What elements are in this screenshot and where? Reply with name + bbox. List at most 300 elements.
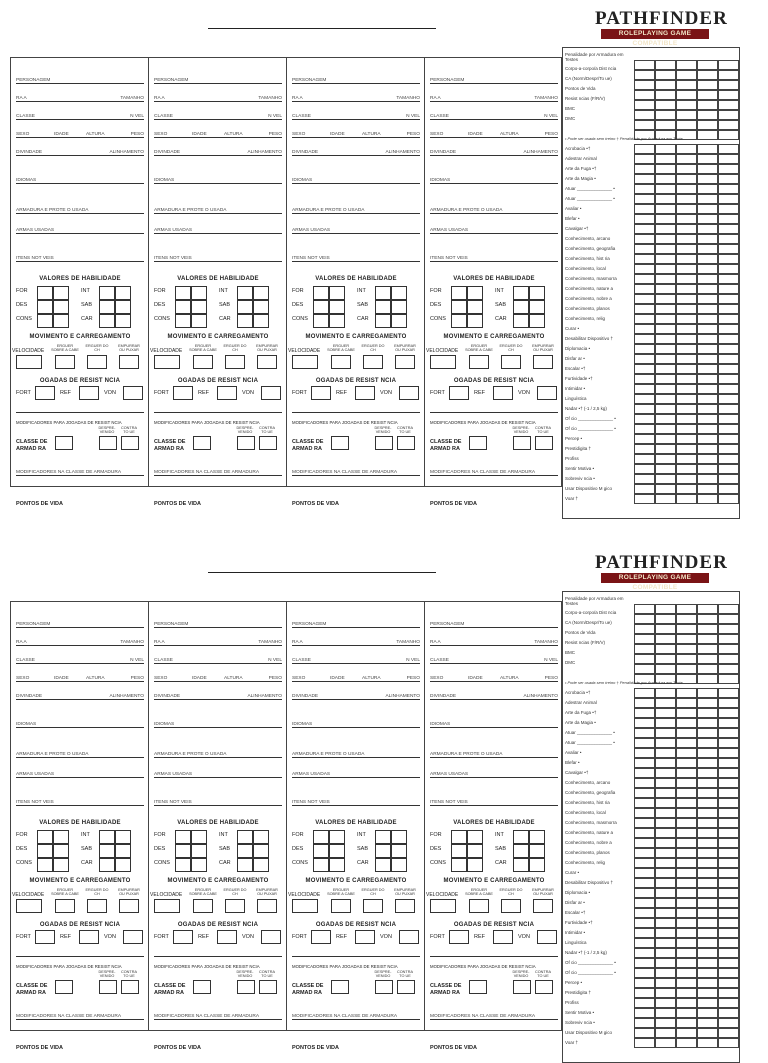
skill-cell[interactable] — [676, 708, 697, 718]
skill-cell[interactable] — [676, 364, 697, 374]
skill-cell[interactable] — [655, 998, 676, 1008]
skill-cell[interactable] — [655, 868, 676, 878]
skill-cell[interactable] — [634, 474, 655, 484]
skill-cell[interactable] — [718, 224, 739, 234]
skill-cell[interactable] — [676, 1038, 697, 1048]
skill-cell[interactable] — [634, 688, 655, 698]
class-field[interactable] — [16, 648, 144, 664]
weapons-field[interactable] — [16, 762, 144, 778]
skill-cell[interactable] — [634, 204, 655, 214]
stat-cell[interactable] — [697, 60, 718, 70]
skill-cell[interactable] — [697, 948, 718, 958]
skill-cell[interactable] — [634, 354, 655, 364]
skill-cell[interactable] — [718, 394, 739, 404]
skill-cell[interactable] — [697, 344, 718, 354]
stat-cell[interactable] — [718, 634, 739, 644]
deity-field[interactable] — [292, 140, 420, 156]
ability-mod-box[interactable] — [115, 314, 131, 328]
ac-mods-field[interactable] — [292, 1004, 420, 1020]
skill-cell[interactable] — [697, 294, 718, 304]
ability-mod-box[interactable] — [115, 858, 131, 872]
skill-cell[interactable] — [697, 988, 718, 998]
race-field[interactable] — [154, 86, 282, 102]
ac-box[interactable] — [259, 980, 277, 994]
personagem-field[interactable] — [430, 68, 558, 84]
skill-cell[interactable] — [676, 224, 697, 234]
skill-cell[interactable] — [676, 748, 697, 758]
stat-cell[interactable] — [634, 614, 655, 624]
skill-cell[interactable] — [655, 384, 676, 394]
physical-field[interactable] — [430, 666, 558, 682]
skill-cell[interactable] — [655, 818, 676, 828]
save-notes-line[interactable] — [154, 397, 282, 413]
skill-cell[interactable] — [655, 214, 676, 224]
skill-cell[interactable] — [655, 364, 676, 374]
class-field[interactable] — [430, 104, 558, 120]
skill-cell[interactable] — [697, 998, 718, 1008]
ability-score-box[interactable] — [37, 858, 53, 872]
skill-cell[interactable] — [697, 464, 718, 474]
ability-score-box[interactable] — [175, 286, 191, 300]
skill-cell[interactable] — [634, 858, 655, 868]
stat-cell[interactable] — [634, 644, 655, 654]
skill-cell[interactable] — [655, 798, 676, 808]
skill-cell[interactable] — [634, 748, 655, 758]
skill-cell[interactable] — [655, 354, 676, 364]
skill-cell[interactable] — [697, 194, 718, 204]
skill-cell[interactable] — [697, 304, 718, 314]
ability-mod-box[interactable] — [53, 314, 69, 328]
stat-cell[interactable] — [634, 604, 655, 614]
stat-cell[interactable] — [718, 80, 739, 90]
ability-mod-box[interactable] — [191, 844, 207, 858]
skill-cell[interactable] — [697, 688, 718, 698]
skill-cell[interactable] — [697, 394, 718, 404]
stat-cell[interactable] — [655, 614, 676, 624]
skill-cell[interactable] — [655, 768, 676, 778]
carry-box[interactable] — [257, 899, 277, 913]
ac-box[interactable] — [237, 436, 255, 450]
race-field[interactable] — [292, 630, 420, 646]
ability-mod-box[interactable] — [191, 314, 207, 328]
ability-mod-box[interactable] — [529, 300, 545, 314]
skill-cell[interactable] — [655, 264, 676, 274]
skill-cell[interactable] — [655, 828, 676, 838]
skill-cell[interactable] — [676, 194, 697, 204]
carry-box[interactable] — [225, 355, 245, 369]
skill-cell[interactable] — [634, 454, 655, 464]
ac-box[interactable] — [331, 436, 349, 450]
ability-score-box[interactable] — [313, 286, 329, 300]
physical-field[interactable] — [16, 122, 144, 138]
skill-cell[interactable] — [676, 264, 697, 274]
skill-cell[interactable] — [676, 474, 697, 484]
skill-cell[interactable] — [655, 224, 676, 234]
skill-cell[interactable] — [718, 948, 739, 958]
skill-cell[interactable] — [718, 718, 739, 728]
stat-cell[interactable] — [655, 120, 676, 130]
skill-cell[interactable] — [634, 758, 655, 768]
stat-cell[interactable] — [718, 604, 739, 614]
skill-cell[interactable] — [634, 838, 655, 848]
stat-cell[interactable] — [697, 624, 718, 634]
skill-cell[interactable] — [676, 958, 697, 968]
skill-cell[interactable] — [634, 344, 655, 354]
skill-cell[interactable] — [655, 204, 676, 214]
skill-cell[interactable] — [676, 818, 697, 828]
skill-cell[interactable] — [655, 878, 676, 888]
skill-cell[interactable] — [676, 294, 697, 304]
skill-cell[interactable] — [718, 164, 739, 174]
stat-cell[interactable] — [655, 60, 676, 70]
personagem-field[interactable] — [16, 68, 144, 84]
skill-cell[interactable] — [655, 414, 676, 424]
skill-cell[interactable] — [634, 788, 655, 798]
ac-box[interactable] — [121, 980, 139, 994]
skill-cell[interactable] — [697, 414, 718, 424]
skill-cell[interactable] — [697, 1008, 718, 1018]
deity-field[interactable] — [154, 684, 282, 700]
skill-cell[interactable] — [697, 164, 718, 174]
languages-field[interactable] — [154, 712, 282, 728]
weapons-field[interactable] — [154, 218, 282, 234]
skill-cell[interactable] — [718, 848, 739, 858]
stat-cell[interactable] — [655, 644, 676, 654]
skill-cell[interactable] — [718, 484, 739, 494]
ability-score-box[interactable] — [313, 830, 329, 844]
skill-cell[interactable] — [697, 384, 718, 394]
ability-mod-box[interactable] — [529, 314, 545, 328]
ac-box[interactable] — [237, 980, 255, 994]
skill-cell[interactable] — [634, 244, 655, 254]
skill-cell[interactable] — [697, 968, 718, 978]
save-notes-line[interactable] — [430, 941, 558, 957]
ac-box[interactable] — [469, 980, 487, 994]
skill-cell[interactable] — [718, 708, 739, 718]
skill-cell[interactable] — [718, 728, 739, 738]
skill-cell[interactable] — [718, 1008, 739, 1018]
skill-cell[interactable] — [718, 758, 739, 768]
skill-cell[interactable] — [697, 798, 718, 808]
ability-score-box[interactable] — [237, 830, 253, 844]
ability-mod-box[interactable] — [391, 830, 407, 844]
stat-cell[interactable] — [676, 100, 697, 110]
ability-score-box[interactable] — [99, 858, 115, 872]
ability-mod-box[interactable] — [391, 844, 407, 858]
ac-box[interactable] — [375, 980, 393, 994]
skill-cell[interactable] — [634, 494, 655, 504]
stat-cell[interactable] — [655, 624, 676, 634]
stat-cell[interactable] — [676, 70, 697, 80]
ability-score-box[interactable] — [451, 858, 467, 872]
skill-cell[interactable] — [655, 728, 676, 738]
skill-cell[interactable] — [697, 284, 718, 294]
stat-cell[interactable] — [697, 130, 718, 140]
skill-cell[interactable] — [697, 958, 718, 968]
skill-cell[interactable] — [697, 718, 718, 728]
skill-cell[interactable] — [697, 848, 718, 858]
ability-mod-box[interactable] — [391, 314, 407, 328]
ac-mods-field[interactable] — [430, 460, 558, 476]
skill-cell[interactable] — [718, 968, 739, 978]
skill-cell[interactable] — [676, 204, 697, 214]
skill-cell[interactable] — [697, 808, 718, 818]
skill-cell[interactable] — [634, 728, 655, 738]
skill-cell[interactable] — [697, 768, 718, 778]
carry-box[interactable] — [395, 899, 415, 913]
ability-mod-box[interactable] — [191, 858, 207, 872]
speed-box[interactable] — [430, 355, 456, 369]
ability-score-box[interactable] — [175, 830, 191, 844]
skill-cell[interactable] — [634, 144, 655, 154]
skill-cell[interactable] — [634, 424, 655, 434]
skill-cell[interactable] — [718, 1028, 739, 1038]
items-field[interactable] — [292, 246, 420, 262]
ability-mod-box[interactable] — [191, 830, 207, 844]
stat-cell[interactable] — [718, 90, 739, 100]
skill-cell[interactable] — [676, 688, 697, 698]
ability-score-box[interactable] — [375, 286, 391, 300]
skill-cell[interactable] — [718, 354, 739, 364]
stat-cell[interactable] — [634, 634, 655, 644]
skill-cell[interactable] — [697, 224, 718, 234]
skill-cell[interactable] — [697, 374, 718, 384]
physical-field[interactable] — [154, 122, 282, 138]
skill-cell[interactable] — [676, 454, 697, 464]
languages-field[interactable] — [430, 168, 558, 184]
stat-cell[interactable] — [655, 100, 676, 110]
skill-cell[interactable] — [718, 958, 739, 968]
items-field[interactable] — [430, 790, 558, 806]
ability-score-box[interactable] — [451, 286, 467, 300]
stat-cell[interactable] — [718, 110, 739, 120]
skill-cell[interactable] — [718, 364, 739, 374]
ac-mods-field[interactable] — [292, 460, 420, 476]
ability-mod-box[interactable] — [467, 286, 483, 300]
ability-mod-box[interactable] — [115, 844, 131, 858]
ac-box[interactable] — [535, 436, 553, 450]
skill-cell[interactable] — [676, 344, 697, 354]
speed-box[interactable] — [154, 899, 180, 913]
skill-cell[interactable] — [655, 848, 676, 858]
stat-cell[interactable] — [676, 624, 697, 634]
skill-cell[interactable] — [676, 988, 697, 998]
skill-cell[interactable] — [697, 828, 718, 838]
skill-cell[interactable] — [655, 938, 676, 948]
stat-cell[interactable] — [676, 664, 697, 674]
ability-score-box[interactable] — [237, 286, 253, 300]
carry-box[interactable] — [55, 899, 75, 913]
stat-cell[interactable] — [718, 120, 739, 130]
skill-cell[interactable] — [634, 464, 655, 474]
save-notes-line[interactable] — [16, 397, 144, 413]
skill-cell[interactable] — [676, 718, 697, 728]
skill-cell[interactable] — [634, 154, 655, 164]
skill-cell[interactable] — [697, 244, 718, 254]
stat-cell[interactable] — [697, 100, 718, 110]
skill-cell[interactable] — [718, 444, 739, 454]
ability-mod-box[interactable] — [253, 844, 269, 858]
skill-cell[interactable] — [697, 868, 718, 878]
skill-cell[interactable] — [676, 254, 697, 264]
skill-cell[interactable] — [634, 718, 655, 728]
skill-cell[interactable] — [634, 1018, 655, 1028]
skill-cell[interactable] — [655, 898, 676, 908]
items-field[interactable] — [154, 790, 282, 806]
ability-score-box[interactable] — [99, 830, 115, 844]
stat-cell[interactable] — [676, 634, 697, 644]
ability-score-box[interactable] — [513, 830, 529, 844]
skill-cell[interactable] — [634, 798, 655, 808]
skill-cell[interactable] — [718, 928, 739, 938]
race-field[interactable] — [430, 86, 558, 102]
weapons-field[interactable] — [430, 762, 558, 778]
skill-cell[interactable] — [676, 304, 697, 314]
skill-cell[interactable] — [676, 244, 697, 254]
skill-cell[interactable] — [634, 314, 655, 324]
stat-cell[interactable] — [676, 110, 697, 120]
skill-cell[interactable] — [697, 234, 718, 244]
skill-cell[interactable] — [655, 444, 676, 454]
personagem-field[interactable] — [430, 612, 558, 628]
ac-box[interactable] — [99, 436, 117, 450]
skill-cell[interactable] — [676, 434, 697, 444]
skill-cell[interactable] — [718, 474, 739, 484]
skill-cell[interactable] — [634, 828, 655, 838]
stat-cell[interactable] — [655, 80, 676, 90]
ability-mod-box[interactable] — [115, 300, 131, 314]
ac-box[interactable] — [331, 980, 349, 994]
skill-cell[interactable] — [634, 404, 655, 414]
skill-cell[interactable] — [655, 284, 676, 294]
stat-cell[interactable] — [634, 80, 655, 90]
ability-score-box[interactable] — [175, 314, 191, 328]
skill-cell[interactable] — [718, 788, 739, 798]
skill-cell[interactable] — [634, 274, 655, 284]
skill-cell[interactable] — [634, 214, 655, 224]
skill-cell[interactable] — [676, 948, 697, 958]
skill-cell[interactable] — [676, 144, 697, 154]
skill-cell[interactable] — [676, 918, 697, 928]
armor-field[interactable] — [292, 198, 420, 214]
skill-cell[interactable] — [676, 214, 697, 224]
ability-mod-box[interactable] — [467, 858, 483, 872]
skill-cell[interactable] — [634, 324, 655, 334]
skill-cell[interactable] — [655, 494, 676, 504]
skill-cell[interactable] — [718, 454, 739, 464]
skill-cell[interactable] — [676, 284, 697, 294]
stat-cell[interactable] — [697, 90, 718, 100]
skill-cell[interactable] — [634, 394, 655, 404]
skill-cell[interactable] — [655, 688, 676, 698]
skill-cell[interactable] — [676, 788, 697, 798]
skill-cell[interactable] — [697, 778, 718, 788]
skill-cell[interactable] — [634, 698, 655, 708]
ability-mod-box[interactable] — [53, 858, 69, 872]
speed-box[interactable] — [154, 355, 180, 369]
stat-cell[interactable] — [718, 60, 739, 70]
stat-cell[interactable] — [697, 604, 718, 614]
skill-cell[interactable] — [697, 738, 718, 748]
skill-cell[interactable] — [634, 374, 655, 384]
ability-mod-box[interactable] — [529, 858, 545, 872]
skill-cell[interactable] — [718, 808, 739, 818]
speed-box[interactable] — [430, 899, 456, 913]
skill-cell[interactable] — [718, 858, 739, 868]
skill-cell[interactable] — [676, 1018, 697, 1028]
weapons-field[interactable] — [16, 218, 144, 234]
stat-cell[interactable] — [697, 110, 718, 120]
ac-mods-field[interactable] — [16, 460, 144, 476]
skill-cell[interactable] — [676, 938, 697, 948]
skill-cell[interactable] — [718, 264, 739, 274]
armor-field[interactable] — [430, 742, 558, 758]
ability-score-box[interactable] — [451, 830, 467, 844]
skill-cell[interactable] — [655, 888, 676, 898]
armor-field[interactable] — [16, 198, 144, 214]
ability-mod-box[interactable] — [329, 300, 345, 314]
save-notes-line[interactable] — [16, 941, 144, 957]
skill-cell[interactable] — [634, 234, 655, 244]
skill-cell[interactable] — [676, 354, 697, 364]
ability-mod-box[interactable] — [115, 830, 131, 844]
skill-cell[interactable] — [718, 878, 739, 888]
skill-cell[interactable] — [676, 728, 697, 738]
class-field[interactable] — [430, 648, 558, 664]
languages-field[interactable] — [430, 712, 558, 728]
stat-cell[interactable] — [634, 100, 655, 110]
skill-cell[interactable] — [634, 1028, 655, 1038]
skill-cell[interactable] — [718, 174, 739, 184]
skill-cell[interactable] — [697, 1028, 718, 1038]
items-field[interactable] — [16, 790, 144, 806]
ability-mod-box[interactable] — [253, 300, 269, 314]
ability-score-box[interactable] — [513, 858, 529, 872]
ability-score-box[interactable] — [513, 286, 529, 300]
skill-cell[interactable] — [676, 808, 697, 818]
stat-cell[interactable] — [718, 624, 739, 634]
ability-score-box[interactable] — [513, 844, 529, 858]
skill-cell[interactable] — [655, 154, 676, 164]
ac-box[interactable] — [469, 436, 487, 450]
skill-cell[interactable] — [697, 748, 718, 758]
ability-score-box[interactable] — [99, 286, 115, 300]
skill-cell[interactable] — [676, 858, 697, 868]
skill-cell[interactable] — [655, 334, 676, 344]
stat-cell[interactable] — [655, 90, 676, 100]
skill-cell[interactable] — [697, 474, 718, 484]
ability-score-box[interactable] — [99, 314, 115, 328]
skill-cell[interactable] — [676, 414, 697, 424]
ability-mod-box[interactable] — [467, 844, 483, 858]
stat-cell[interactable] — [697, 664, 718, 674]
skill-cell[interactable] — [718, 294, 739, 304]
skill-cell[interactable] — [676, 234, 697, 244]
skill-cell[interactable] — [634, 708, 655, 718]
skill-cell[interactable] — [697, 938, 718, 948]
carry-box[interactable] — [257, 355, 277, 369]
skill-cell[interactable] — [634, 384, 655, 394]
skill-cell[interactable] — [676, 698, 697, 708]
skill-cell[interactable] — [634, 284, 655, 294]
ability-mod-box[interactable] — [253, 314, 269, 328]
ability-score-box[interactable] — [375, 830, 391, 844]
skill-cell[interactable] — [697, 818, 718, 828]
stat-cell[interactable] — [655, 604, 676, 614]
skill-cell[interactable] — [634, 958, 655, 968]
skill-cell[interactable] — [718, 1038, 739, 1048]
ability-score-box[interactable] — [313, 314, 329, 328]
